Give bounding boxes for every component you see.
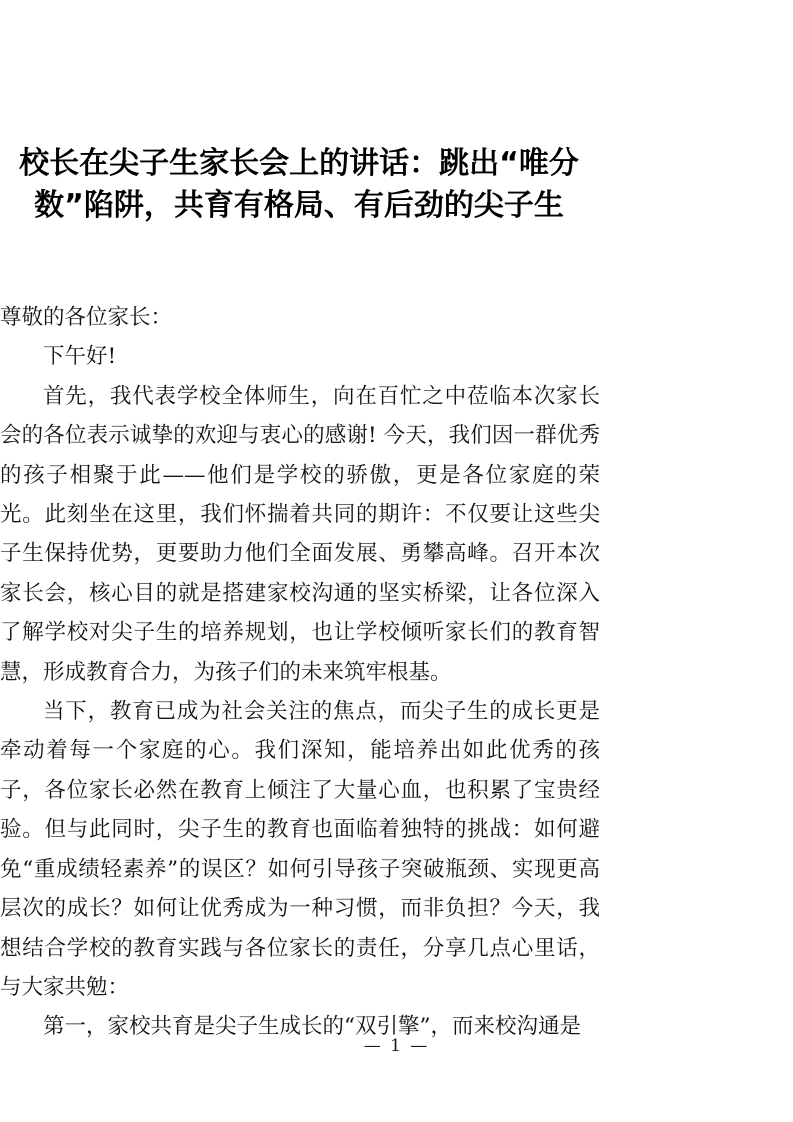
page-number-footer: — 1 — xyxy=(363,1036,430,1056)
body-paragraph-3: 第一，家校共育是尖子生成长的“双引擎”，而来校沟通是 xyxy=(43,1014,581,1040)
page-title: 校长在尖子生家长会上的讲话：跳出“唯分数”陷阱，共育有格局、有后劲的尖子生 xyxy=(19,146,579,223)
document-body xyxy=(0,298,600,1047)
salutation-line: 尊敬的各位家长： xyxy=(0,305,173,330)
greeting-line: 下午好! xyxy=(43,344,117,370)
body-paragraph-1: 首先，我代表学校全体师生，向在百忙之中莅临本次家长会的各位表示诚挚的欢迎与衷心的感谢! 今天，我们因一群优秀的孩子相聚于此——他们是学校的骄傲，更是各位家庭的荣光。此刻坐在这里，我们怀揣着共同的期许：不仅要让这些尖子生保持优势，更要助力他们全面发展、勇攀高峰。召开本次家长会，核心目的就是搭建家校沟通的坚实桥梁，让各位深入了解学校对尖子生的培养规划，也让学校倾听家长们的教育智慧，形成教育合力，为孩子们的未来筑牢根基。 xyxy=(0,383,600,685)
body-paragraph-2: 当下，教育已成为社会关注的焦点，而尖子生的成长更是牵动着每一个家庭的心。我们深知，能培养出如此优秀的孩子，各位家长必然在教育上倾注了大量心血，也积累了宝贵经验。但与此同时，尖子生的教育也面临着独特的挑战：如何避免“重成绩轻素养”的误区？如何引导孩子突破瓶颈、实现更高层次的成长？如何让优秀成为一种习惯，而非负担？今天，我想结合学校的教育实践与各位家长的责任，分享几点心里话，与大家共勉： xyxy=(0,699,600,1000)
